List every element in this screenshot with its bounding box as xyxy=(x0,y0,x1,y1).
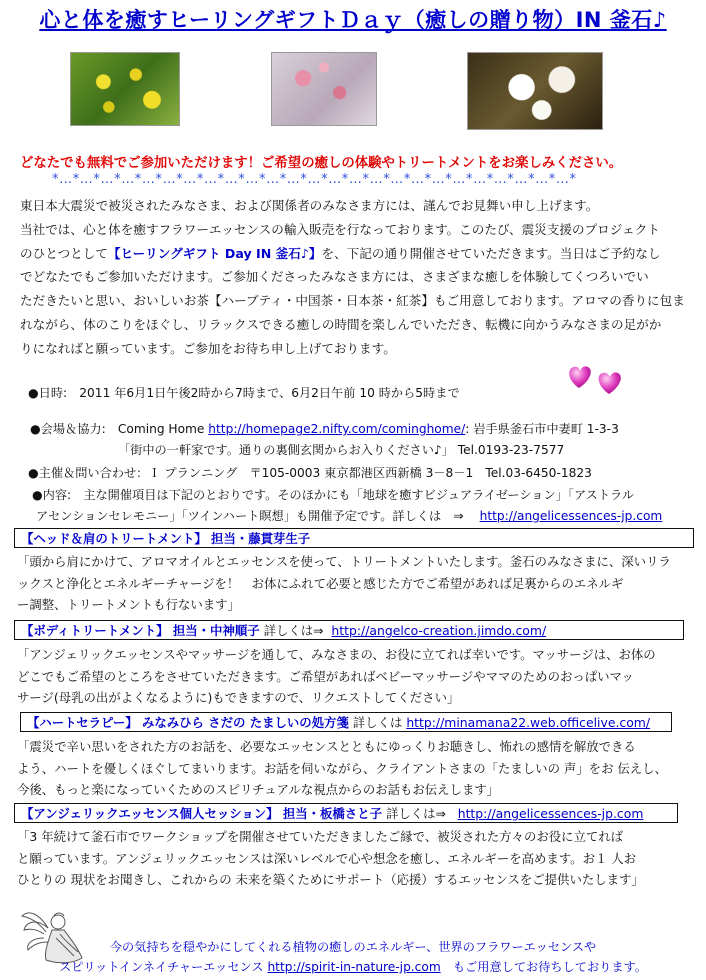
intro-line: れながら、体のこりをほぐし、リラックスできる癒しの時間を楽しんでいただき、転機に向かうみなさまの足がか xyxy=(20,316,662,332)
body-line: 「3 年続けて釜石市でワークショップを開催させていただきましたご縁で、被災された方々のお役に立てれば xyxy=(17,829,624,844)
photo-yellow-flowers xyxy=(70,52,180,126)
body-line: 「アンジェリックエッセンスやマッサージを通して、みなさまの、お役に立てれば幸いです。マッサージは、お体の xyxy=(17,647,656,662)
intro-text: のひとつとして xyxy=(20,245,108,261)
event-date: ●日時: 2011 年6月1日午後2時から7時まで、6月2日午前 10 時から5時まで xyxy=(28,386,460,400)
footer-text: もご用意してお待ちしております。 xyxy=(440,960,647,974)
hearts-icon xyxy=(565,360,625,396)
photo-plum-blossoms xyxy=(271,52,377,126)
body-line: 「震災で辛い思いをされた方のお話を、必要なエッセンスとともにゆっくりお聴きし、怖れの感情を解放できる xyxy=(17,739,636,754)
section-head-treatment xyxy=(14,528,694,548)
section-body-angelic-session xyxy=(17,826,691,891)
section-more: 詳しくは⇒ xyxy=(263,623,324,638)
body-line: ひとりの 現状をお聞きし、これからの 未来を築くためにサポート（応援）するエッセンスをご提供いたします」 xyxy=(17,872,644,887)
intro-line: でどなたでもご参加いただけます。ご参加くださったみなさま方には、さまざまな癒しを体験してくつろいでい xyxy=(20,269,649,285)
intro-message xyxy=(20,194,688,361)
section-body-heart-therapy xyxy=(17,736,691,801)
intro-line: 当社では、心と体を癒すフラワーエッセンスの輸入販売を行なっております。このたび、震災支援のプロジェクト xyxy=(20,221,660,237)
venue-address: : 岩手県釜石市中妻町 1-3-3 xyxy=(465,422,619,436)
event-content-more xyxy=(36,507,662,524)
body-line: と願っています。アンジェリックエッセンスは深いレベルで心や想念を癒し、エネルギーを高めます。お１ 人お xyxy=(17,850,637,866)
section-more: 詳しくは⇒ xyxy=(385,806,446,821)
body-line: どこでもご希望のところをさせていただきます。ご希望があればベビーマッサージやママのためのおっぱいマッ xyxy=(17,668,634,684)
section-angelic-session xyxy=(14,803,678,823)
intro-line xyxy=(20,242,688,266)
footer-text: スピリットインネイチャーエッセンス xyxy=(59,960,268,974)
venue-note: 「街中の一軒家です。通りの裏側玄関からお入りください♪」 Tel.0193-23-7577 xyxy=(118,443,565,457)
section-body-body-treatment xyxy=(17,644,691,709)
venue-label: ●会場＆協力: Coming Home xyxy=(30,422,209,436)
section-heading: 【ヘッド＆肩のトリートメント】 担当・藤貫芽生子 xyxy=(21,531,311,546)
dotted-divider: *…*…*…*…*…*…*…*…*…*…*…*…*…*…*…*…*…*…*…*…*…*…*…*…*…* xyxy=(52,172,577,187)
photo-white-blossoms xyxy=(467,52,603,130)
intro-line: 東日本大震災で被災されたみなさま、および関係者のみなさま方には、謹んでお見舞い申し上げます。 xyxy=(20,198,599,213)
body-line: 「頭から肩にかけて、アロマオイルとエッセンスを使って、トリートメントいたします。釜石のみなさまに、深いリラ xyxy=(17,554,671,569)
page-title: 心と体を癒すヒーリングギフトＤａｙ（癒しの贈り物）IN 釜石♪ xyxy=(39,8,667,32)
section-link[interactable]: http://angelco-creation.jimdo.com/ xyxy=(331,623,547,638)
section-link[interactable]: http://minamana22.web.officelive.com/ xyxy=(406,715,651,730)
body-line: ー調整、トリートメントも行ないます」 xyxy=(17,597,240,612)
section-heading: 【ボディトリートメント】 担当・中神順子 xyxy=(21,623,260,638)
footer-line-2 xyxy=(0,958,706,975)
event-organizer: ●主催＆問い合わせ：Ｉ プランニング 〒105-0003 東京都港区西新橋 3－8－1 Tel.03-6450-1823 xyxy=(28,466,592,480)
section-heading: 【アンジェリックエッセンス個人セッション】 担当・板橋さと子 xyxy=(21,806,382,821)
event-venue xyxy=(30,420,619,437)
content-link[interactable]: http://angelicessences-jp.com xyxy=(479,509,663,523)
body-line: よう、ハートを優しくほぐしてまいります。お話を伺いながら、クライアントさまの「たましいの 声」をお 伝えし、 xyxy=(17,760,667,776)
event-name-highlight: 【ヒーリングギフト Day IN 釜石♪】 xyxy=(107,245,322,261)
event-content: ●内容: 主な開催項目は下記のとおりです。そのほかにも「地球を癒すビジュアライゼーション」「アストラル xyxy=(32,488,635,502)
body-line: ックスと浄化とエネルギーチャージを！ お体にふれて必要と感じた方でご希望があれば足裏からのエネルギ xyxy=(17,575,624,591)
intro-line: りになればと願っています。ご参加をお待ち申し上げております。 xyxy=(20,340,396,356)
content-more-text: アセンションセレモニー」「ツインハート瞑想」も開催予定です。詳しくは ⇒ xyxy=(36,509,464,523)
section-body-treatment xyxy=(14,620,684,640)
section-link[interactable]: http://angelicessences-jp.com xyxy=(457,806,644,821)
intro-line: ただきたいと思い、おいしいお茶【ハーブティ・中国茶・日本茶・紅茶】もご用意しております。アロマの香りに包ま xyxy=(20,293,685,309)
section-heart-therapy xyxy=(20,712,672,732)
section-heading: 【ハートセラピー】 みなみひら さだの たましいの処方箋 xyxy=(27,715,349,730)
footer-line-1: 今の気持ちを穏やかにしてくれる植物の癒しのエネルギー、世界のフラワーエッセンスや xyxy=(109,940,597,954)
venue-link[interactable]: http://homepage2.nifty.com/cominghome/ xyxy=(208,422,466,436)
footer-link[interactable]: http://spirit-in-nature-jp.com xyxy=(267,960,441,974)
section-more: 詳しくは xyxy=(352,715,403,730)
body-line: サージ(母乳の出がよくなるように)もできますので、リクエストしてください」 xyxy=(17,690,460,705)
intro-text: を、下記の通り開催させていただきます。当日はご予約なし xyxy=(321,245,661,261)
body-line: 今後、もっと楽になっていくためのスピリチュアルな視点からのお話もお伝えします」 xyxy=(17,782,500,797)
section-body-head-treatment xyxy=(17,551,691,616)
invitation-banner: どなたでも無料でご参加いただけます！ご希望の癒しの体験やトリートメントをお楽しみください。 xyxy=(20,156,623,171)
